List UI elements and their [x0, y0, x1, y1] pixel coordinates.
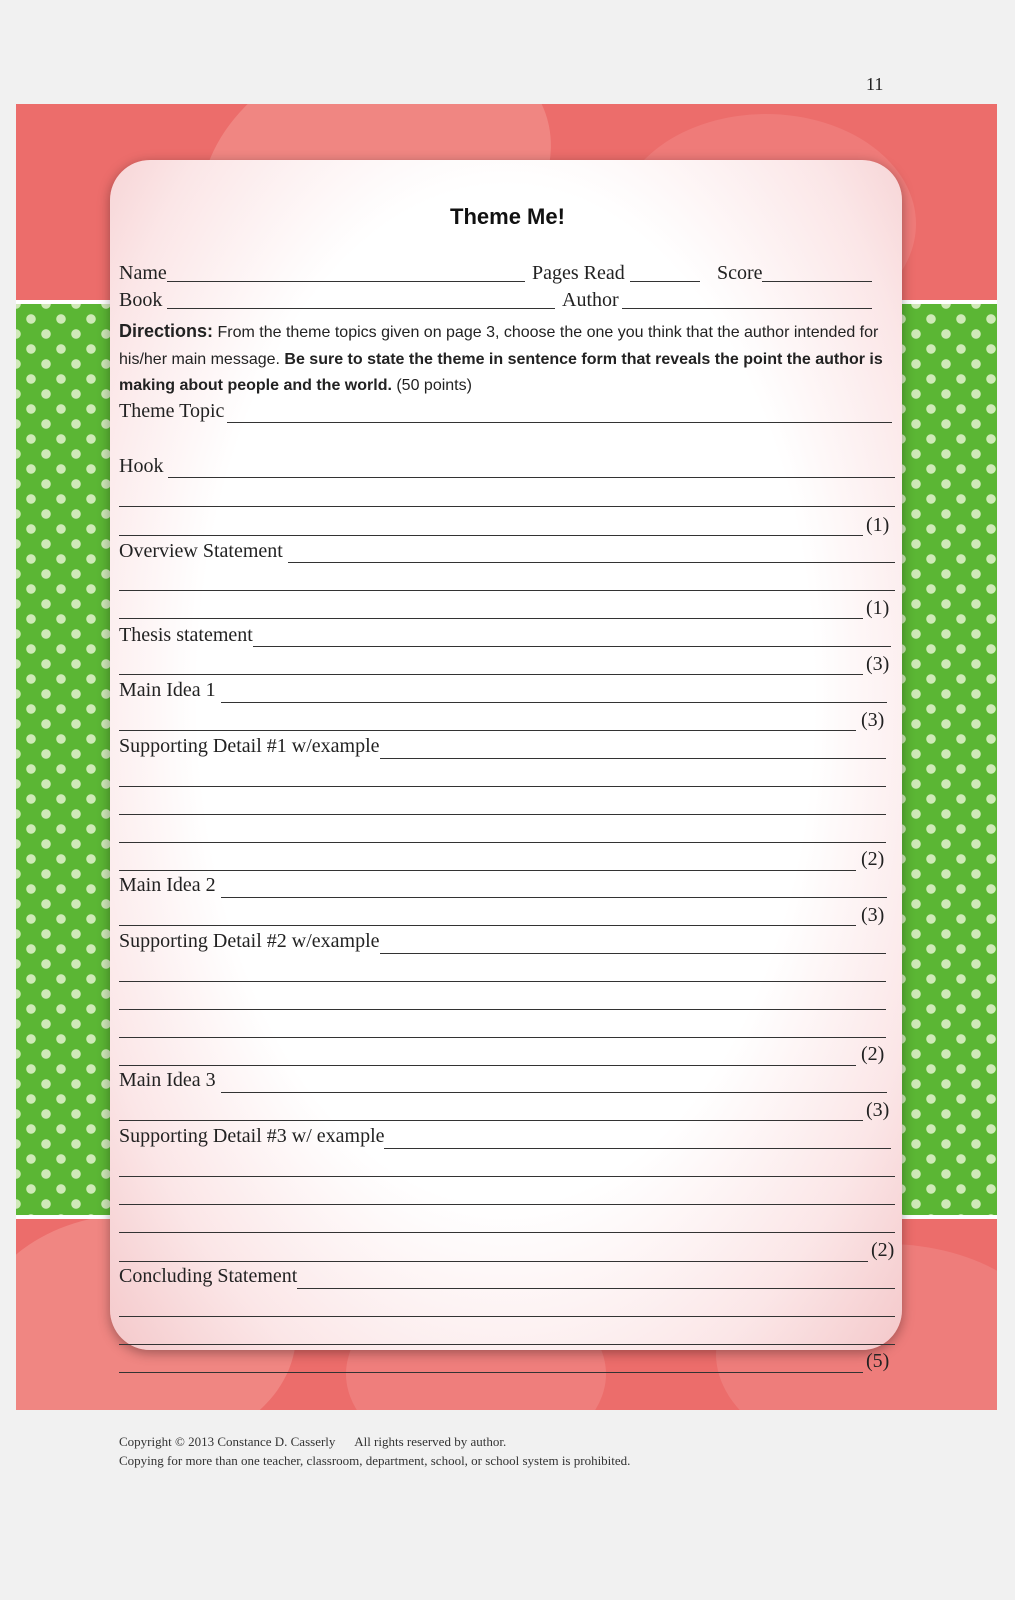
hook-label: Hook [119, 455, 164, 477]
support-1-line-4[interactable] [119, 842, 886, 843]
pages-read-field[interactable] [630, 281, 700, 282]
hook-line-1[interactable] [168, 477, 895, 478]
support-2-points: (2) [861, 1043, 885, 1065]
support-1-line-3[interactable] [119, 814, 886, 815]
support-3-line-5[interactable] [119, 1261, 868, 1262]
main-idea-3-line-1[interactable] [221, 1092, 887, 1093]
concluding-line-2[interactable] [119, 1316, 895, 1317]
support-1-line-5[interactable] [119, 870, 856, 871]
support-1-label: Supporting Detail #1 w/example [119, 735, 380, 757]
concluding-points: (5) [866, 1350, 890, 1372]
book-field[interactable] [167, 308, 555, 309]
main-idea-1-line-2[interactable] [119, 730, 856, 731]
support-1-line-2[interactable] [119, 786, 886, 787]
hook-points: (1) [866, 514, 890, 536]
support-2-label: Supporting Detail #2 w/example [119, 930, 380, 952]
worksheet-title: Theme Me! [450, 204, 565, 229]
main-idea-2-points: (3) [861, 904, 885, 926]
support-3-line-3[interactable] [119, 1204, 895, 1205]
thesis-label: Thesis statement [119, 624, 253, 646]
support-3-label: Supporting Detail #3 w/ example [119, 1125, 385, 1147]
score-field[interactable] [762, 281, 872, 282]
overview-line-3[interactable] [119, 618, 863, 619]
overview-line-1[interactable] [288, 562, 895, 563]
concluding-line-3[interactable] [119, 1344, 895, 1345]
main-idea-3-line-2[interactable] [119, 1120, 863, 1121]
hook-line-3[interactable] [119, 535, 863, 536]
main-idea-3-points: (3) [866, 1099, 890, 1121]
main-idea-2-line-1[interactable] [221, 897, 887, 898]
copyright-line-2: Copying for more than one teacher, classroom, department, school, or school system is prohibited. [119, 1453, 631, 1468]
main-idea-1-label: Main Idea 1 [119, 679, 216, 701]
main-idea-1-points: (3) [861, 709, 885, 731]
support-2-line-1[interactable] [380, 953, 886, 954]
support-3-points: (2) [871, 1239, 895, 1261]
thesis-line-1[interactable] [253, 646, 891, 647]
book-label: Book [119, 289, 163, 311]
concluding-line-1[interactable] [297, 1288, 895, 1289]
score-label: Score [717, 262, 763, 284]
main-idea-3-label: Main Idea 3 [119, 1069, 216, 1091]
theme-topic-label: Theme Topic [119, 400, 225, 422]
main-idea-1-line-1[interactable] [221, 702, 887, 703]
support-2-line-2[interactable] [119, 981, 886, 982]
support-3-line-4[interactable] [119, 1232, 895, 1233]
overview-line-2[interactable] [119, 590, 895, 591]
copyright-line-1: Copyright © 2013 Constance D. Casserly All rights reserved by author. [119, 1434, 507, 1449]
support-2-line-5[interactable] [119, 1065, 856, 1066]
directions: Directions: From the theme topics given on page 3, choose the one you think that the author intended for his/her main message. Be sure to state the theme in sentence form that reveals the point the author is making about people and the world. (50 points) [119, 321, 883, 394]
support-2-line-3[interactable] [119, 1009, 886, 1010]
copyright-notice [119, 1432, 630, 1470]
theme-topic-field[interactable] [227, 422, 892, 423]
name-field[interactable] [167, 281, 525, 282]
main-idea-2-line-2[interactable] [119, 925, 856, 926]
thesis-line-2[interactable] [119, 674, 863, 675]
support-1-line-1[interactable] [380, 758, 886, 759]
concluding-line-4[interactable] [119, 1372, 863, 1373]
main-idea-2-label: Main Idea 2 [119, 874, 216, 896]
overview-label: Overview Statement [119, 540, 283, 562]
support-2-line-4[interactable] [119, 1037, 886, 1038]
author-label: Author [562, 289, 619, 311]
concluding-label: Concluding Statement [119, 1265, 298, 1287]
pages-read-label: Pages Read [532, 262, 625, 284]
name-label: Name [119, 262, 167, 284]
support-3-line-1[interactable] [384, 1148, 891, 1149]
author-field[interactable] [622, 308, 872, 309]
support-3-line-2[interactable] [119, 1176, 895, 1177]
page-number: 11 [866, 74, 884, 94]
overview-points: (1) [866, 597, 890, 619]
support-1-points: (2) [861, 848, 885, 870]
thesis-points: (3) [866, 653, 890, 675]
hook-line-2[interactable] [119, 506, 895, 507]
